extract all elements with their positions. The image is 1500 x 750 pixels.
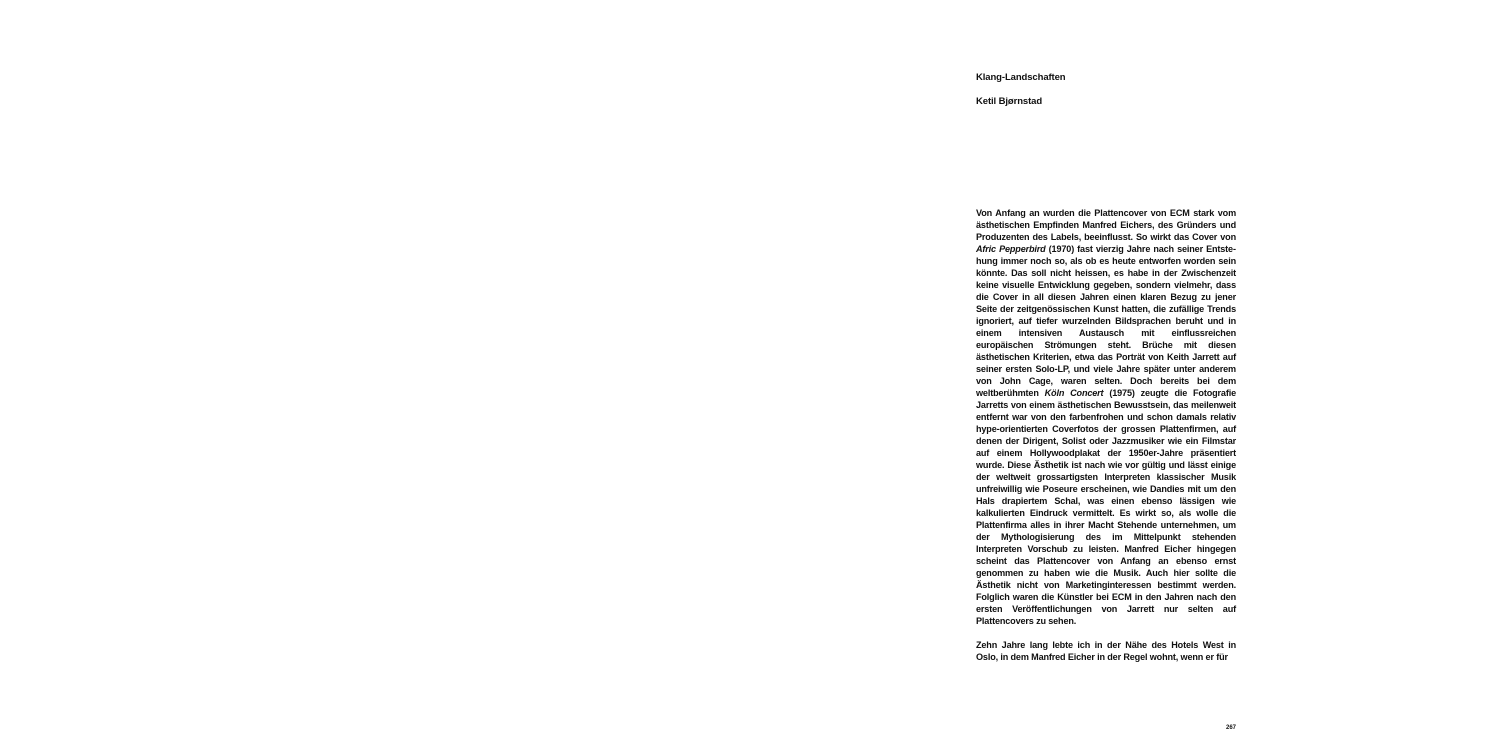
paragraph-1-part-2: (1970) fast vierzig Jahre nach seiner Entstehung immer noch so, als ob es heute entworfen worden sein könnte. Das soll nicht heissen, es habe in der Zwischenzeit keine visuelle Entwicklung gegeben, sondern vielmehr, dass die Cover in all diesen Jahren einen klaren Bezug zu jener Seite der zeitgenössischen Kunst hatten, die zufällige Trends ignoriert, auf tiefer wurzelnden Bildsprachen beruht und in einem intensiven Austausch mit einflussreichen europäischen Strömungen steht. Brüche mit diesen ästhetischen Kriterien, etwa das Porträt von Keith Jarrett auf seiner ersten Solo-LP, und viele Jahre später unter anderem von John Cage, waren selten. Doch bereits bei dem weltberühmten [976,244,1236,398]
album-title-afric-pepperbird: Afric Pepperbird [976,244,1046,254]
paragraph-1 [976,207,1236,627]
album-title-koln-concert: Köln Concert [1044,388,1104,398]
page-number: 267 [1225,725,1236,731]
paragraph-2: Zehn Jahre lang lebte ich in der Nähe des Hotels West in Oslo, in dem Manfred Eicher in der Regel wohnt, wenn er für [976,640,1236,662]
chapter-author: Ketil Bjørnstad [976,96,1043,107]
paragraph-1-part-3: (1975) zeugte die Fotografie Jarretts von einem ästhetischen Bewusstsein, das meilenweit entfernt war von den farbenfrohen und schon damals relativ hype-orientierten Coverfotos der grossen Plattenfirmen, auf denen der Dirigent, Solist oder Jazzmusiker wie ein Filmstar auf einem Hollywoodplakat der 1950er-Jahre präsentiert wurde. Diese Ästhetik ist nach wie vor gültig und lässt einige der weltweit grossartigsten Interpreten klassischer Musik unfreiwillig wie Poseure erscheinen, wie Dandies mit um den Hals drapiertem Schal, was einen ebenso lässigen wie kalkulierten Eindruck vermittelt. Es wirkt so, als wolle die Plattenfirma alles in ihrer Macht Stehende unternehmen, um der Mythologisierung des im Mittelpunkt stehenden Interpreten Vorschub zu leisten. Manfred Eicher hingegen scheint das Plattencover von Anfang an ebenso ernst genommen zu haben wie die Musik. Auch hier sollte die Ästhetik nicht von Marketinginteressen bestimmt werden. Folglich waren die Künstler bei ECM in den Jahren nach den ersten Veröffentlichungen von Jarrett nur selten auf Plattencovers zu sehen. [976,388,1236,626]
body-text [976,207,1236,675]
chapter-title: Klang-Landschaften [976,72,1066,83]
paragraph-1-part-1: Von Anfang an wurden die Plattencover von ECM stark vom ästhetischen Empfinden Manfred Eichers, des Gründers und Produzenten des Labels, beeinflusst. So wirkt das Cover von [976,208,1236,242]
right-page [750,0,1500,750]
